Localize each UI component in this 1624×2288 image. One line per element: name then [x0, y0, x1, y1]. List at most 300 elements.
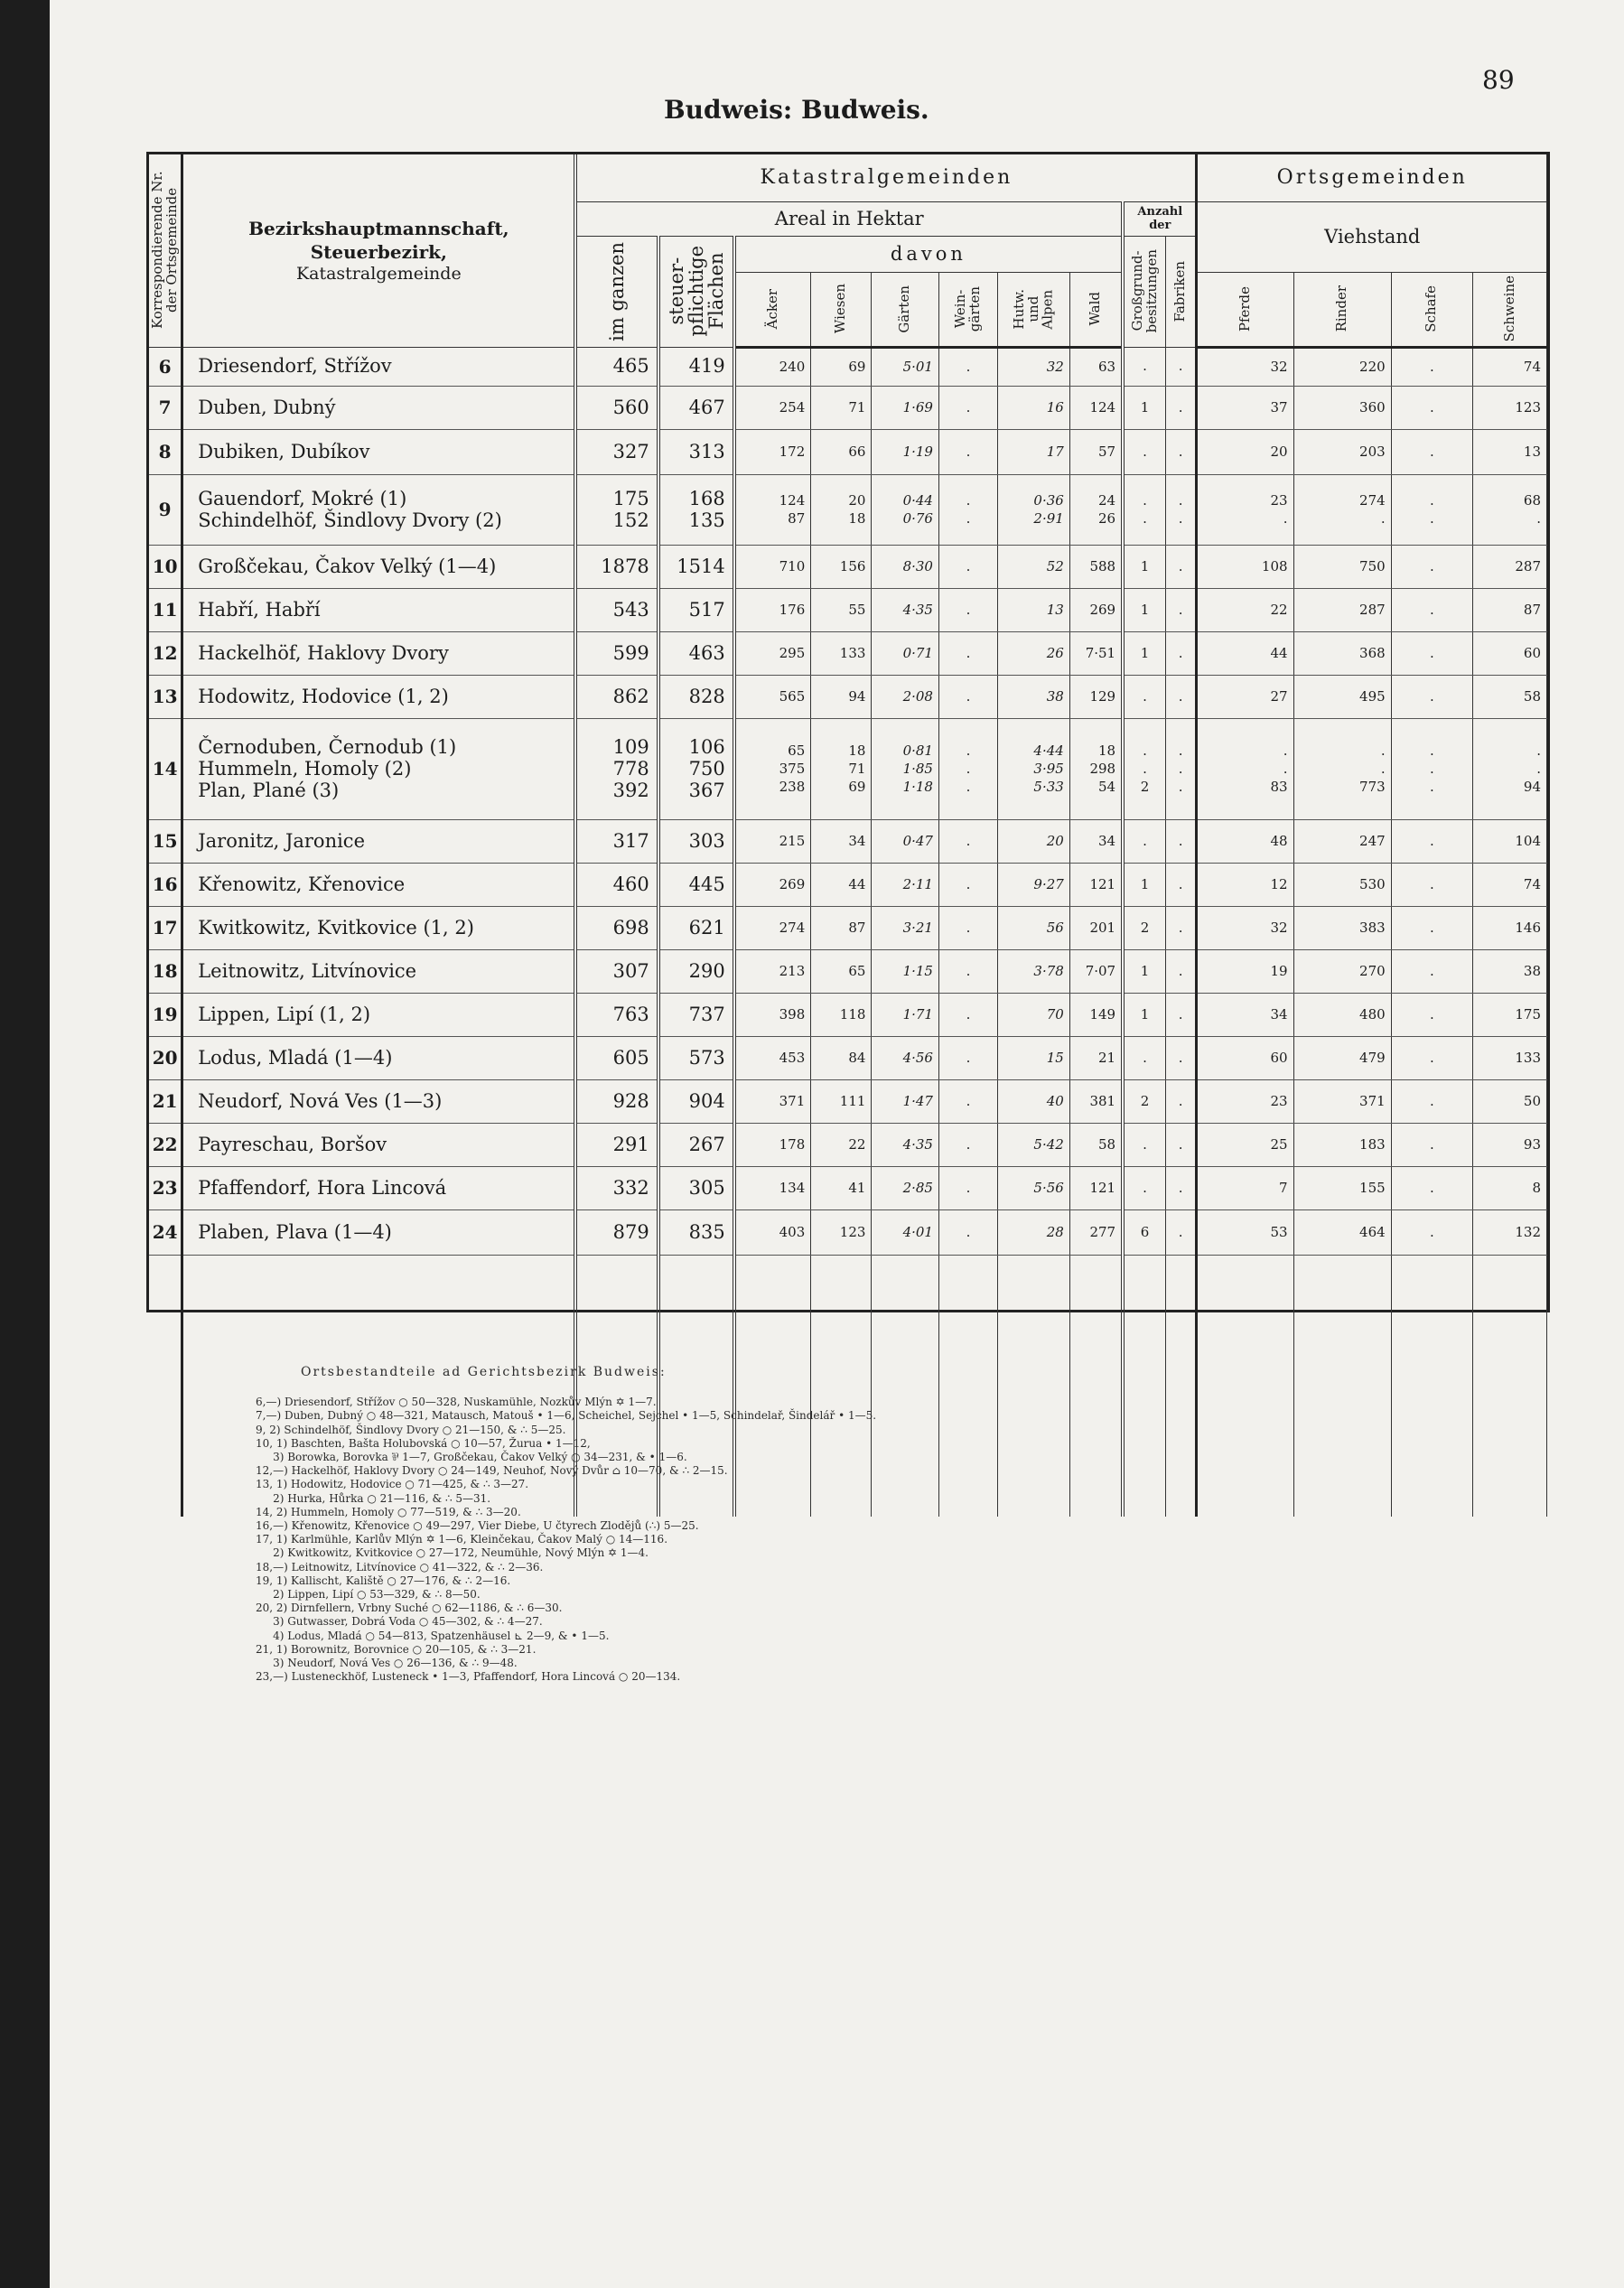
cell-fields: 710 — [734, 545, 811, 588]
cell-estates: . — [1123, 675, 1165, 718]
cell-nr: 8 — [149, 429, 182, 474]
cell-taxable: 621 — [658, 906, 734, 949]
footnote-line: 21, 1) Borownitz, Borovnice ○ 20—105, & ∴ 3—21. — [256, 1642, 537, 1656]
cell-total: 698 — [575, 906, 658, 949]
cell-gardens: 4·35 — [872, 588, 939, 631]
cell-meadows: 65 — [811, 949, 872, 993]
cell-factories: . — [1165, 631, 1197, 675]
cell-taxable: 106 750 367 — [658, 718, 734, 819]
cell-vine: . — [938, 429, 997, 474]
cell-pigs: 146 — [1472, 906, 1546, 949]
cell-cattle: 371 — [1293, 1079, 1391, 1123]
cell-forest: 381 — [1069, 1079, 1123, 1123]
cell-factories: . — [1165, 1209, 1197, 1255]
cell-nr: 17 — [149, 906, 182, 949]
cell-forest: 588 — [1069, 545, 1123, 588]
cell-forest: 269 — [1069, 588, 1123, 631]
cell-vine: . — [938, 1123, 997, 1166]
cell-vine: . — [938, 1079, 997, 1123]
cell-gardens: 2·85 — [872, 1166, 939, 1209]
cell-sheep: . . — [1391, 474, 1472, 545]
cell-meadows: 18 71 69 — [811, 718, 872, 819]
cell-nr: 22 — [149, 1123, 182, 1166]
cell-gardens: 1·69 — [872, 386, 939, 429]
cell-horses: 20 — [1197, 429, 1293, 474]
table-row — [149, 1123, 1547, 1166]
cell-total: 291 — [575, 1123, 658, 1166]
filler-cell — [998, 1255, 1070, 1517]
cell-gardens: 1·47 — [872, 1079, 939, 1123]
footnote-line: 13, 1) Hodowitz, Hodovice ○ 71—425, & ∴ 3—27. — [256, 1478, 529, 1491]
cell-name: Großčekau, Čakov Velký (1—4) — [182, 545, 576, 588]
statistics-table — [146, 152, 1550, 1312]
cell-forest: 124 — [1069, 386, 1123, 429]
cell-forest: 121 — [1069, 863, 1123, 906]
cell-name: Gauendorf, Mokré (1) Schindelhöf, Šindlovy Dvory (2) — [182, 474, 576, 545]
cell-total: 862 — [575, 675, 658, 718]
footnote-line: 17, 1) Karlmühle, Karlův Mlýn ✡ 1—6, Kleinčekau, Čakov Malý ○ 14—116. — [256, 1533, 668, 1546]
cell-sheep: . — [1391, 386, 1472, 429]
cell-sheep: . — [1391, 1209, 1472, 1255]
cell-fields: 371 — [734, 1079, 811, 1123]
cell-pasture: 40 — [998, 1079, 1070, 1123]
cell-horses: . . 83 — [1197, 718, 1293, 819]
cell-estates: 1 — [1123, 993, 1165, 1036]
footnote-line: 2) Hurka, Hůrka ○ 21—116, & ∴ 5—31. — [256, 1491, 491, 1505]
cell-horses: 48 — [1197, 819, 1293, 863]
cell-taxable: 904 — [658, 1079, 734, 1123]
filler-cell — [1391, 1255, 1472, 1517]
header-anzahl: Anzahl der — [1123, 201, 1197, 236]
cell-sheep: . — [1391, 631, 1472, 675]
header-im-ganzen: im ganzen — [575, 236, 658, 347]
cell-meadows: 123 — [811, 1209, 872, 1255]
cell-vine: . — [938, 545, 997, 588]
filler-cell — [1293, 1255, 1391, 1517]
cell-factories: . — [1165, 863, 1197, 906]
footnote-line: 12,—) Hackelhöf, Haklovy Dvory ○ 24—149, Neuhof, Nový Dvůr ⌂ 10—70, & ∴ 2—15. — [256, 1464, 728, 1478]
cell-horses: 25 — [1197, 1123, 1293, 1166]
page-title: Budweis: Budweis. — [664, 95, 929, 125]
footnote-line: 14, 2) Hummeln, Homoly ○ 77—519, & ∴ 3—20. — [256, 1505, 521, 1518]
cell-factories: . — [1165, 819, 1197, 863]
cell-factories: . — [1165, 429, 1197, 474]
header-pferde: Pferde — [1197, 272, 1293, 347]
cell-fields: 65 375 238 — [734, 718, 811, 819]
cell-factories: . — [1165, 1166, 1197, 1209]
footnote-line: 4) Lodus, Mladá ○ 54—813, Spatzenhäusel ⊾ 2—9, & • 1—5. — [256, 1629, 610, 1642]
cell-gardens: 5·01 — [872, 347, 939, 386]
footnote-line: 23,—) Lusteneckhöf, Lusteneck • 1—3, Pfaffendorf, Hora Lincová ○ 20—134. — [256, 1670, 681, 1684]
cell-sheep: . — [1391, 1123, 1472, 1166]
cell-meadows: 34 — [811, 819, 872, 863]
cell-fields: 213 — [734, 949, 811, 993]
cell-forest: 34 — [1069, 819, 1123, 863]
cell-pigs: 13 — [1472, 429, 1546, 474]
footnote-line: 2) Lippen, Lipí ○ 53—329, & ∴ 8—50. — [256, 1588, 481, 1602]
cell-total: 763 — [575, 993, 658, 1036]
cell-pigs: 74 — [1472, 347, 1546, 386]
table-row — [149, 1079, 1547, 1123]
cell-forest: 57 — [1069, 429, 1123, 474]
cell-forest: 149 — [1069, 993, 1123, 1036]
cell-taxable: 463 — [658, 631, 734, 675]
cell-cattle: 480 — [1293, 993, 1391, 1036]
cell-name: Křenowitz, Křenovice — [182, 863, 576, 906]
cell-vine: . — [938, 949, 997, 993]
cell-sheep: . — [1391, 545, 1472, 588]
cell-taxable: 517 — [658, 588, 734, 631]
cell-pasture: 16 — [998, 386, 1070, 429]
table-row — [149, 588, 1547, 631]
cell-pigs: 132 — [1472, 1209, 1546, 1255]
cell-meadows: 55 — [811, 588, 872, 631]
header-schweine: Schweine — [1472, 272, 1546, 347]
table-row — [149, 1036, 1547, 1079]
cell-sheep: . — [1391, 1036, 1472, 1079]
cell-pasture: 20 — [998, 819, 1070, 863]
cell-pasture: 28 — [998, 1209, 1070, 1255]
cell-cattle: 383 — [1293, 906, 1391, 949]
header-aecker: Äcker — [734, 272, 811, 347]
cell-taxable: 303 — [658, 819, 734, 863]
cell-total: 543 — [575, 588, 658, 631]
cell-pigs: 60 — [1472, 631, 1546, 675]
cell-cattle: 750 — [1293, 545, 1391, 588]
cell-cattle: 274 . — [1293, 474, 1391, 545]
cell-meadows: 66 — [811, 429, 872, 474]
cell-estates: 1 — [1123, 386, 1165, 429]
cell-nr: 10 — [149, 545, 182, 588]
cell-factories: . — [1165, 949, 1197, 993]
footnote-line: 18,—) Leitnowitz, Litvínovice ○ 41—322, & ∴ 2—36. — [256, 1560, 544, 1574]
cell-forest: 63 — [1069, 347, 1123, 386]
cell-cattle: 247 — [1293, 819, 1391, 863]
cell-estates: 1 — [1123, 545, 1165, 588]
cell-pasture: 9·27 — [998, 863, 1070, 906]
cell-meadows: 20 18 — [811, 474, 872, 545]
cell-factories: . — [1165, 1123, 1197, 1166]
cell-vine: . — [938, 863, 997, 906]
cell-pasture: 5·42 — [998, 1123, 1070, 1166]
cell-total: 332 — [575, 1166, 658, 1209]
cell-nr: 12 — [149, 631, 182, 675]
cell-factories: . — [1165, 588, 1197, 631]
cell-horses: 44 — [1197, 631, 1293, 675]
cell-factories: . — [1165, 906, 1197, 949]
cell-factories: . — [1165, 1079, 1197, 1123]
cell-forest: 129 — [1069, 675, 1123, 718]
cell-name: Payreschau, Boršov — [182, 1123, 576, 1166]
cell-taxable: 828 — [658, 675, 734, 718]
cell-horses: 34 — [1197, 993, 1293, 1036]
cell-taxable: 419 — [658, 347, 734, 386]
cell-cattle: 368 — [1293, 631, 1391, 675]
cell-cattle: 360 — [1293, 386, 1391, 429]
cell-cattle: 155 — [1293, 1166, 1391, 1209]
table-row — [149, 819, 1547, 863]
cell-pasture: 32 — [998, 347, 1070, 386]
cell-gardens: 0·47 — [872, 819, 939, 863]
cell-vine: . — [938, 993, 997, 1036]
footnote-line: 6,—) Driesendorf, Střížov ○ 50—328, Nuskamühle, Nozkův Mlýn ✡ 1—7. — [256, 1396, 657, 1409]
cell-forest: 121 — [1069, 1166, 1123, 1209]
cell-vine: . — [938, 819, 997, 863]
table-row — [149, 1209, 1547, 1255]
cell-name: Hodowitz, Hodovice (1, 2) — [182, 675, 576, 718]
cell-name: Jaronitz, Jaronice — [182, 819, 576, 863]
cell-taxable: 737 — [658, 993, 734, 1036]
header-fabriken: Fabriken — [1165, 236, 1197, 347]
cell-forest: 201 — [1069, 906, 1123, 949]
cell-gardens: 4·56 — [872, 1036, 939, 1079]
cell-total: 175 152 — [575, 474, 658, 545]
cell-cattle: 479 — [1293, 1036, 1391, 1079]
header-wald: Wald — [1069, 272, 1123, 347]
cell-total: 460 — [575, 863, 658, 906]
header-ortsgemeinden: Ortsgemeinden — [1197, 154, 1547, 201]
cell-estates: 2 — [1123, 1079, 1165, 1123]
cell-vine: . — [938, 675, 997, 718]
cell-horses: 12 — [1197, 863, 1293, 906]
cell-horses: 53 — [1197, 1209, 1293, 1255]
cell-nr: 14 — [149, 718, 182, 819]
cell-pigs: . . 94 — [1472, 718, 1546, 819]
cell-pigs: 133 — [1472, 1036, 1546, 1079]
cell-fields: 215 — [734, 819, 811, 863]
cell-total: 327 — [575, 429, 658, 474]
cell-sheep: . . . — [1391, 718, 1472, 819]
cell-vine: . — [938, 631, 997, 675]
cell-name: Habří, Habří — [182, 588, 576, 631]
cell-forest: 7·07 — [1069, 949, 1123, 993]
filler-cell — [1197, 1255, 1293, 1517]
cell-meadows: 87 — [811, 906, 872, 949]
cell-factories: . — [1165, 545, 1197, 588]
cell-estates: . — [1123, 429, 1165, 474]
cell-nr: 23 — [149, 1166, 182, 1209]
cell-estates: . — [1123, 347, 1165, 386]
cell-total: 599 — [575, 631, 658, 675]
cell-fields: 269 — [734, 863, 811, 906]
cell-factories: . . . — [1165, 718, 1197, 819]
cell-pasture: 4·44 3·95 5·33 — [998, 718, 1070, 819]
cell-nr: 21 — [149, 1079, 182, 1123]
cell-meadows: 44 — [811, 863, 872, 906]
cell-cattle: 287 — [1293, 588, 1391, 631]
cell-name: Leitnowitz, Litvínovice — [182, 949, 576, 993]
cell-pigs: 8 — [1472, 1166, 1546, 1209]
cell-pigs: 38 — [1472, 949, 1546, 993]
cell-sheep: . — [1391, 949, 1472, 993]
footnote-line: 16,—) Křenowitz, Křenovice ○ 49—297, Vier Diebe, U čtyrech Zlodějů (∴) 5—25. — [256, 1519, 699, 1533]
cell-sheep: . — [1391, 906, 1472, 949]
page-number: 89 — [1482, 65, 1515, 95]
cell-gardens: 1·15 — [872, 949, 939, 993]
header-hutweide: Hutw. und Alpen — [998, 272, 1070, 347]
cell-meadows: 133 — [811, 631, 872, 675]
cell-nr: 16 — [149, 863, 182, 906]
filler-cell — [938, 1255, 997, 1517]
cell-horses: 19 — [1197, 949, 1293, 993]
cell-vine: . — [938, 906, 997, 949]
cell-meadows: 22 — [811, 1123, 872, 1166]
cell-nr: 9 — [149, 474, 182, 545]
cell-estates: . — [1123, 1123, 1165, 1166]
table-row — [149, 429, 1547, 474]
header-rinder: Rinder — [1293, 272, 1391, 347]
header-weingaerten: Wein- gärten — [938, 272, 997, 347]
cell-pasture: 3·78 — [998, 949, 1070, 993]
footnote-line: 20, 2) Dirnfellern, Vrbny Suché ○ 62—1186, & ∴ 6—30. — [256, 1602, 563, 1615]
cell-cattle: 530 — [1293, 863, 1391, 906]
cell-nr: 20 — [149, 1036, 182, 1079]
filler-cell — [872, 1255, 939, 1517]
footnotes — [256, 1366, 876, 1684]
cell-name: Driesendorf, Střížov — [182, 347, 576, 386]
cell-pasture: 5·56 — [998, 1166, 1070, 1209]
cell-name: Kwitkowitz, Kvitkovice (1, 2) — [182, 906, 576, 949]
cell-horses: 108 — [1197, 545, 1293, 588]
cell-factories: . — [1165, 1036, 1197, 1079]
cell-meadows: 71 — [811, 386, 872, 429]
cell-fields: 403 — [734, 1209, 811, 1255]
cell-cattle: 220 — [1293, 347, 1391, 386]
cell-total: 928 — [575, 1079, 658, 1123]
cell-pigs: 58 — [1472, 675, 1546, 718]
cell-pasture: 52 — [998, 545, 1070, 588]
cell-gardens: 3·21 — [872, 906, 939, 949]
cell-taxable: 267 — [658, 1123, 734, 1166]
cell-name: Neudorf, Nová Ves (1—3) — [182, 1079, 576, 1123]
filler-cell — [1123, 1255, 1165, 1517]
cell-nr: 7 — [149, 386, 182, 429]
cell-gardens: 1·71 — [872, 993, 939, 1036]
cell-taxable: 835 — [658, 1209, 734, 1255]
cell-taxable: 573 — [658, 1036, 734, 1079]
cell-total: 560 — [575, 386, 658, 429]
table-row — [149, 474, 1547, 545]
cell-fields: 274 — [734, 906, 811, 949]
cell-pasture: 13 — [998, 588, 1070, 631]
cell-estates: . — [1123, 1036, 1165, 1079]
cell-nr: 13 — [149, 675, 182, 718]
cell-fields: 134 — [734, 1166, 811, 1209]
cell-name: Hackelhöf, Haklovy Dvory — [182, 631, 576, 675]
cell-taxable: 1514 — [658, 545, 734, 588]
cell-gardens: 2·11 — [872, 863, 939, 906]
cell-estates: . — [1123, 1166, 1165, 1209]
cell-fields: 178 — [734, 1123, 811, 1166]
filler-cell — [1472, 1255, 1546, 1517]
cell-gardens: 0·71 — [872, 631, 939, 675]
cell-vine: . — [938, 588, 997, 631]
cell-horses: 23 . — [1197, 474, 1293, 545]
cell-nr: 19 — [149, 993, 182, 1036]
cell-pigs: 287 — [1472, 545, 1546, 588]
cell-meadows: 111 — [811, 1079, 872, 1123]
cell-estates: 1 — [1123, 949, 1165, 993]
cell-horses: 23 — [1197, 1079, 1293, 1123]
cell-factories: . — [1165, 386, 1197, 429]
table-row — [149, 906, 1547, 949]
cell-name: Lodus, Mladá (1—4) — [182, 1036, 576, 1079]
cell-name: Lippen, Lipí (1, 2) — [182, 993, 576, 1036]
cell-cattle: 183 — [1293, 1123, 1391, 1166]
cell-taxable: 168 135 — [658, 474, 734, 545]
cell-estates: 2 — [1123, 906, 1165, 949]
cell-forest: 58 — [1069, 1123, 1123, 1166]
cell-fields: 240 — [734, 347, 811, 386]
table-row — [149, 545, 1547, 588]
cell-pigs: 74 — [1472, 863, 1546, 906]
cell-pigs: 104 — [1472, 819, 1546, 863]
cell-forest: 18 298 54 — [1069, 718, 1123, 819]
cell-total: 465 — [575, 347, 658, 386]
cell-gardens: 1·19 — [872, 429, 939, 474]
cell-total: 307 — [575, 949, 658, 993]
table-row — [149, 863, 1547, 906]
cell-taxable: 467 — [658, 386, 734, 429]
cell-fields: 565 — [734, 675, 811, 718]
cell-nr: 18 — [149, 949, 182, 993]
cell-horses: 27 — [1197, 675, 1293, 718]
cell-meadows: 41 — [811, 1166, 872, 1209]
header-nr: Korrespondierende Nr. der Ortsgemeinde — [149, 154, 182, 347]
cell-sheep: . — [1391, 429, 1472, 474]
header-steuer: steuer- pflichtige Flächen — [658, 236, 734, 347]
cell-name: Plaben, Plava (1—4) — [182, 1209, 576, 1255]
cell-total: 109 778 392 — [575, 718, 658, 819]
footnote-line: 2) Kwitkowitz, Kvitkovice ○ 27—172, Neumühle, Nový Mlýn ✡ 1—4. — [256, 1546, 649, 1560]
cell-sheep: . — [1391, 588, 1472, 631]
table-row — [149, 386, 1547, 429]
header-district: Bezirkshauptmannschaft, Steuerbezirk, Katastralgemeinde — [182, 154, 576, 347]
cell-fields: 172 — [734, 429, 811, 474]
cell-fields: 124 87 — [734, 474, 811, 545]
cell-factories: . . — [1165, 474, 1197, 545]
cell-fields: 176 — [734, 588, 811, 631]
cell-estates: 1 — [1123, 588, 1165, 631]
cell-total: 1878 — [575, 545, 658, 588]
cell-fields: 254 — [734, 386, 811, 429]
header-schafe: Schafe — [1391, 272, 1472, 347]
cell-pasture: 26 — [998, 631, 1070, 675]
cell-total: 879 — [575, 1209, 658, 1255]
cell-estates: . . 2 — [1123, 718, 1165, 819]
cell-factories: . — [1165, 347, 1197, 386]
cell-fields: 295 — [734, 631, 811, 675]
document-page — [50, 0, 1624, 2288]
footnote-line: 19, 1) Kallischt, Kaliště ○ 27—176, & ∴ 2—16. — [256, 1574, 511, 1587]
cell-pigs: 50 — [1472, 1079, 1546, 1123]
cell-sheep: . — [1391, 347, 1472, 386]
cell-fields: 453 — [734, 1036, 811, 1079]
filler-cell — [1165, 1255, 1197, 1517]
cell-meadows: 94 — [811, 675, 872, 718]
cell-factories: . — [1165, 993, 1197, 1036]
cell-gardens: 8·30 — [872, 545, 939, 588]
cell-horses: 7 — [1197, 1166, 1293, 1209]
cell-pasture: 56 — [998, 906, 1070, 949]
cell-nr: 11 — [149, 588, 182, 631]
table-row — [149, 675, 1547, 718]
cell-estates: . . — [1123, 474, 1165, 545]
cell-pasture: 70 — [998, 993, 1070, 1036]
cell-vine: . . — [938, 474, 997, 545]
cell-total: 317 — [575, 819, 658, 863]
cell-horses: 22 — [1197, 588, 1293, 631]
